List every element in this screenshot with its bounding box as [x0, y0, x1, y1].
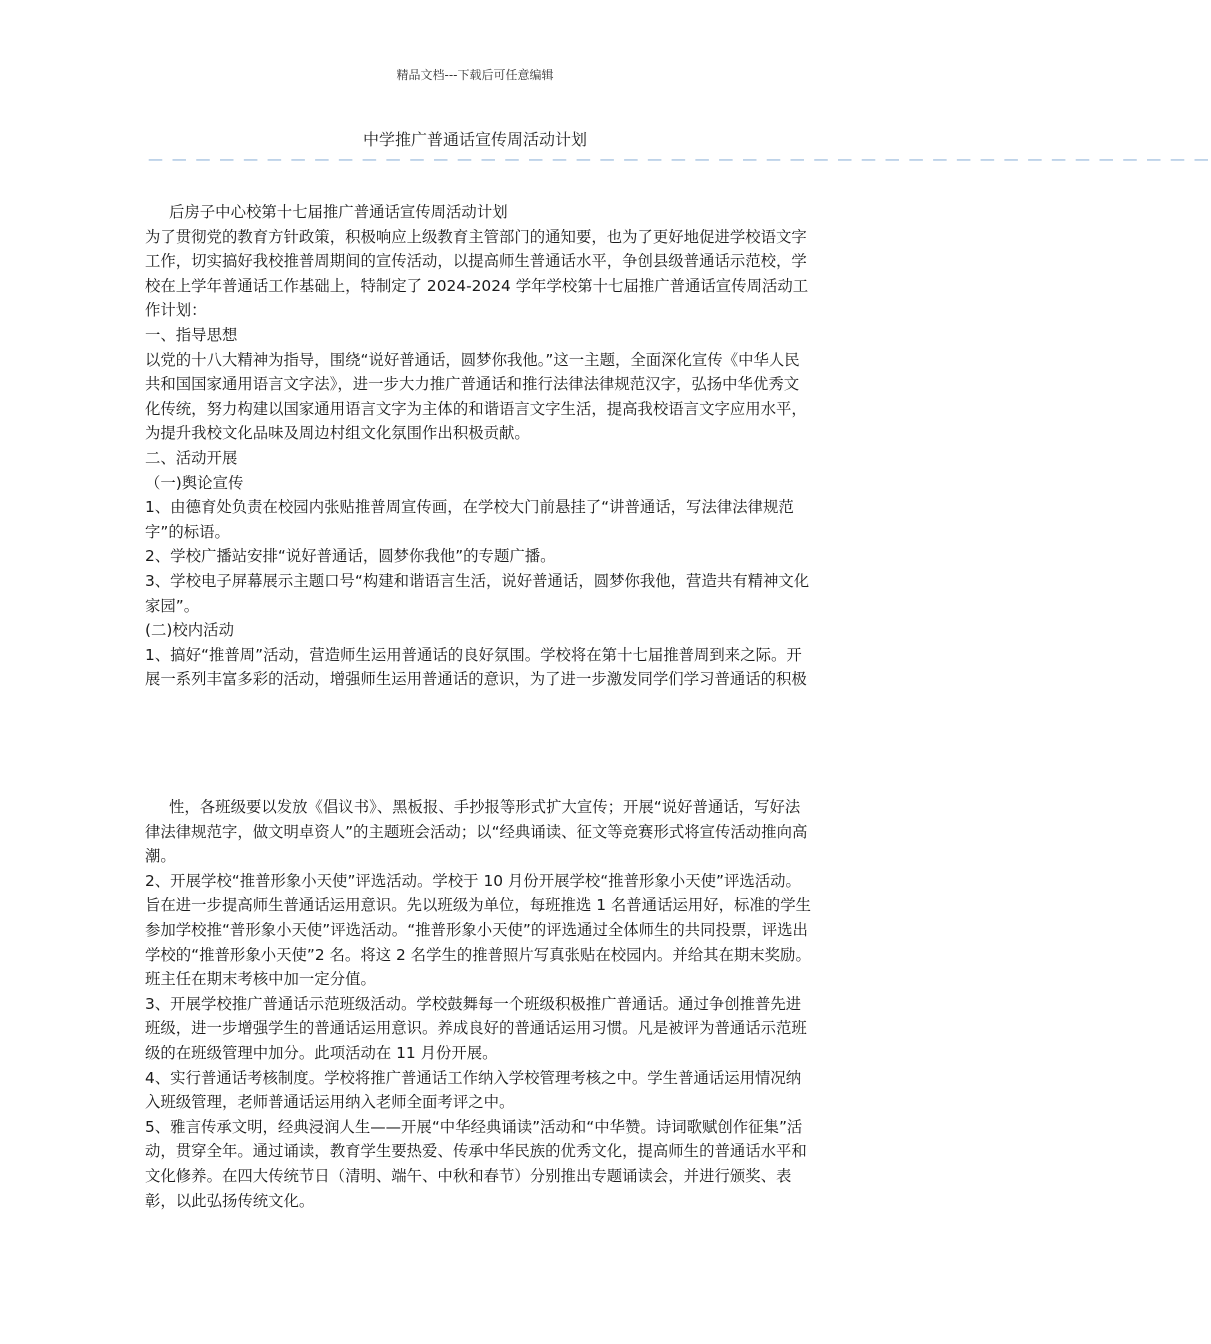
section-heading-activities: 二、活动开展: [145, 448, 238, 467]
campus-item-1-continued: 性，各班级要以发放《倡议书》、黑板报、手抄报等形式扩大宣传；开展“说好普通话，写好法律法律规范字，做文明卓资人”的主题班会活动；以“经典诵读、征文等竞赛形式将宣传活动推向高潮。: [145, 798, 808, 866]
document-title: 中学推广普通话宣传周活动计划: [362, 130, 587, 149]
page2-body: [145, 795, 813, 1213]
subheading-campus: (二)校内活动: [145, 621, 234, 640]
subheading-publicity: （一)舆论宣传: [145, 473, 244, 492]
campus-item-3: 3、开展学校推广普通话示范班级活动。学校鼓舞每一个班级积极推广普通话。通过争创推普先进班级，进一步增强学生的普通话运用意识。养成良好的普通话运用习惯。凡是被评为普通话示范班级的在班级管理中加分。此项活动在 11 月份开展。: [145, 994, 807, 1062]
intro-paragraph: 为了贯彻党的教育方针政策，积极响应上级教育主管部门的通知要，也为了更好地促进学校语文字工作，切实搞好我校推普周期间的宣传活动，以提高师生普通话水平，争创县级普通话示范校，学校在上学年普通话工作基础上，特制定了 2024-2024 学年学校第十七届推广普通话宣传周活动工作计划：: [145, 227, 809, 320]
header-note: 精品文档---下载后可任意编辑: [396, 68, 554, 82]
campus-item-1: 1、搞好“推普周”活动，营造师生运用普通话的良好氛围。学校将在第十七届推普周到来之际。开展一系列丰富多彩的活动，增强师生运用普通话的意识，为了进一步激发同学们学习普通话的积极: [145, 645, 807, 689]
publicity-item-1: 1、由德育处负责在校园内张贴推普周宣传画，在学校大门前悬挂了“讲普通话，写法律法律规范字”的标语。: [145, 498, 794, 541]
campus-item-5: 5、雅言传承文明，经典浸润人生——开展“中华经典诵读”活动和“中华赞。诗词歌赋创作征集”活动，贯穿全年。通过诵读，教育学生要热爱、传承中华民族的优秀文化，提高师生的普通话水平和文化修养。在四大传统节日（清明、端午、中秋和春节）分别推出专题诵读会，并进行颁奖、表彰，以此弘扬传统文化。: [145, 1117, 807, 1210]
page1-body: [145, 200, 813, 692]
publicity-item-3: 3、学校电子屏幕展示主题口号“构建和谐语言生活，说好普通话，圆梦你我他，营造共有精神文化家园”。: [145, 571, 810, 615]
campus-item-2: 2、开展学校“推普形象小天使”评选活动。学校于 10 月份开展学校“推普形象小天使”评选活动。旨在进一步提高师生普通话运用意识。先以班级为单位，每班推选 1 名普通话运用好，标准的学生参加学校推“普形象小天使”评选活动。“推普形象小天使”的评选通过全体师生的共同投票，评选出学校的“推普形象小天使”2 名。将这 2 名学生的推普照片写真张贴在校园内。并给其在期末奖励。班主任在期末考核中加一定分值。: [145, 871, 811, 989]
section-heading-guiding: 一、指导思想: [145, 325, 238, 344]
publicity-item-2: 2、学校广播站安排“说好普通话，圆梦你我他”的专题广播。: [145, 547, 556, 566]
title-divider: — — — — — — — — — — — — — — — — — — — — — — — — — — — — — — — — — — — — — — — — — — — — —: [148, 150, 1211, 168]
campus-item-4: 4、实行普通话考核制度。学校将推广普通话工作纳入学校管理考核之中。学生普通话运用情况纳入班级管理，老师普通话运用纳入老师全面考评之中。: [145, 1068, 802, 1112]
plan-heading: 后房子中心校第十七届推广普通话宣传周活动计划: [169, 203, 508, 221]
guiding-paragraph: 以党的十八大精神为指导，围绕“说好普通话，圆梦你我他。”这一主题，全面深化宣传《中华人民共和国国家通用语言文字法》，进一步大力推广普通话和推行法律法律规范汉字，弘扬中华优秀文化传统，努力构建以国家通用语言文字为主体的和谐语言文字生活，提高我校语言文字应用水平，为提升我校文化品味及周边村组文化氛围作出积极贡献。: [145, 350, 807, 443]
